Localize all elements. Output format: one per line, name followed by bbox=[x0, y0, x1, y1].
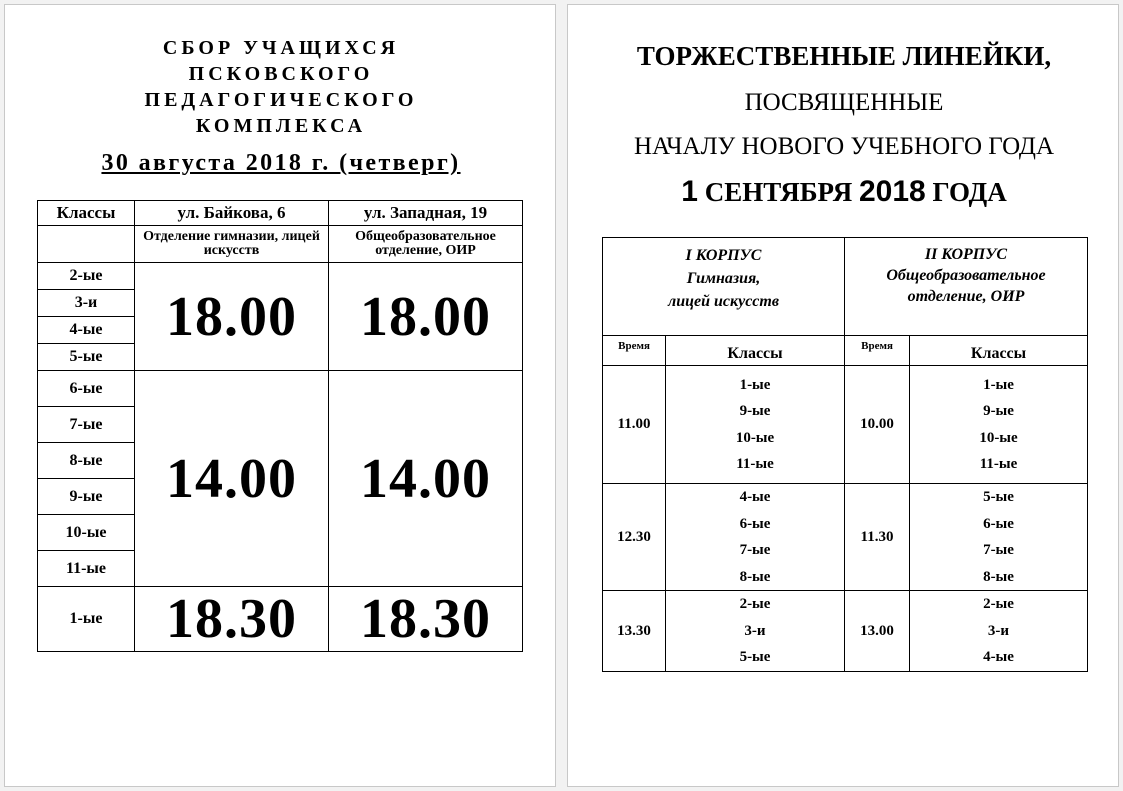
classes-cell bbox=[666, 366, 845, 484]
corpus-2-dept-line: отделение, ОИР bbox=[907, 288, 1025, 305]
time-label: Время bbox=[603, 336, 666, 366]
class-item: 7-ые bbox=[739, 542, 771, 558]
class-cell: 6-ые bbox=[38, 371, 135, 407]
ceremony-subtitle-1: ПОСВЯЩЕННЫЕ bbox=[744, 89, 944, 116]
corpus-1-dept-line: Гимназия, bbox=[686, 270, 761, 287]
assembly-date: 30 августа 2018 г. (четверг) bbox=[101, 150, 461, 176]
class-item: 4-ые bbox=[983, 649, 1014, 666]
time-cell: 18.30 bbox=[329, 587, 523, 652]
time-cell: 18.00 bbox=[329, 263, 523, 371]
class-cell: 9-ые bbox=[38, 479, 135, 515]
time-cell: 18.30 bbox=[135, 587, 329, 652]
assembly-schedule-table bbox=[37, 200, 523, 652]
corpus-1-dept-line: лицей искусств bbox=[667, 293, 779, 310]
class-item: 7-ые bbox=[983, 542, 1014, 558]
date-day: 1 bbox=[681, 175, 698, 208]
class-item: 5-ые bbox=[739, 649, 771, 666]
class-item: 4-ые bbox=[739, 489, 771, 505]
header-classes: Классы bbox=[38, 201, 135, 226]
class-item: 1-ые bbox=[739, 376, 771, 393]
ceremony-subtitle-2: НАЧАЛУ НОВОГО УЧЕБНОГО ГОДА bbox=[633, 133, 1055, 160]
class-cell: 1-ые bbox=[38, 587, 135, 652]
time-cell: 11.00 bbox=[603, 366, 666, 484]
time-cell: 11.30 bbox=[845, 484, 910, 591]
classes-label: Классы bbox=[910, 336, 1088, 366]
class-cell: 3-и bbox=[38, 290, 135, 317]
time-cell: 10.00 bbox=[845, 366, 910, 484]
class-item: 2-ые bbox=[739, 596, 771, 613]
classes-cell bbox=[666, 591, 845, 672]
subheader-dept-1: Отделение гимназии, лицей искусств bbox=[135, 226, 329, 263]
time-cell: 13.30 bbox=[603, 591, 666, 672]
corpus-2-header bbox=[845, 238, 1088, 336]
title-line: ПЕДАГОГИЧЕСКОГО bbox=[144, 89, 418, 111]
class-item: 6-ые bbox=[983, 515, 1014, 532]
class-cell: 10-ые bbox=[38, 515, 135, 551]
time-cell: 12.30 bbox=[603, 484, 666, 591]
subheader-empty bbox=[38, 226, 135, 263]
ceremony-date bbox=[568, 175, 1120, 209]
header-address-2: ул. Западная, 19 bbox=[329, 201, 523, 226]
header-address-1: ул. Байкова, 6 bbox=[135, 201, 329, 226]
class-item: 2-ые bbox=[983, 596, 1014, 613]
subheader-dept-2: Общеобразовательное отделение, ОИР bbox=[329, 226, 523, 263]
class-cell: 7-ые bbox=[38, 407, 135, 443]
corpus-1-header bbox=[603, 238, 845, 336]
classes-cell bbox=[666, 484, 845, 591]
class-cell: 8-ые bbox=[38, 443, 135, 479]
class-item: 6-ые bbox=[739, 515, 771, 532]
date-year: 2018 bbox=[858, 175, 926, 208]
title-line: ПСКОВСКОГО bbox=[188, 63, 374, 85]
class-item: 11-ые bbox=[979, 456, 1018, 472]
title-line: КОМПЛЕКСА bbox=[195, 115, 367, 137]
left-page bbox=[4, 4, 556, 787]
classes-cell bbox=[910, 484, 1088, 591]
class-cell: 4-ые bbox=[38, 317, 135, 344]
time-cell: 14.00 bbox=[135, 371, 329, 587]
class-item: 10-ые bbox=[735, 429, 775, 446]
class-item: 9-ые bbox=[983, 403, 1014, 419]
class-item: 3-и bbox=[987, 622, 1010, 639]
class-cell: 2-ые bbox=[38, 263, 135, 290]
date-month: СЕНТЯБРЯ bbox=[704, 177, 853, 207]
class-item: 3-и bbox=[744, 622, 766, 639]
time-cell: 18.00 bbox=[135, 263, 329, 371]
ceremony-schedule-table bbox=[602, 237, 1088, 672]
class-cell: 11-ые bbox=[38, 551, 135, 587]
class-item: 8-ые bbox=[983, 568, 1014, 585]
class-item: 10-ые bbox=[979, 429, 1018, 446]
time-cell: 14.00 bbox=[329, 371, 523, 587]
class-cell: 5-ые bbox=[38, 344, 135, 371]
class-item: 5-ые bbox=[983, 489, 1014, 505]
corpus-1-name: I КОРПУС bbox=[685, 247, 762, 264]
corpus-2-dept-line: Общеобразовательное bbox=[886, 267, 1046, 284]
title-line: СБОР УЧАЩИХСЯ bbox=[162, 37, 400, 59]
right-page bbox=[567, 4, 1119, 787]
time-cell: 13.00 bbox=[845, 591, 910, 672]
class-item: 11-ые bbox=[736, 456, 774, 472]
classes-label: Классы bbox=[666, 336, 845, 366]
class-item: 1-ые bbox=[983, 376, 1014, 393]
date-suffix: ГОДА bbox=[932, 177, 1007, 207]
corpus-2-name: II КОРПУС bbox=[924, 246, 1008, 263]
class-item: 9-ые bbox=[739, 403, 771, 419]
ceremony-title: ТОРЖЕСТВЕННЫЕ ЛИНЕЙКИ, bbox=[636, 41, 1052, 71]
assembly-title bbox=[25, 35, 537, 139]
classes-cell bbox=[910, 366, 1088, 484]
classes-cell bbox=[910, 591, 1088, 672]
time-label: Время bbox=[845, 336, 910, 366]
class-item: 8-ые bbox=[739, 568, 771, 585]
